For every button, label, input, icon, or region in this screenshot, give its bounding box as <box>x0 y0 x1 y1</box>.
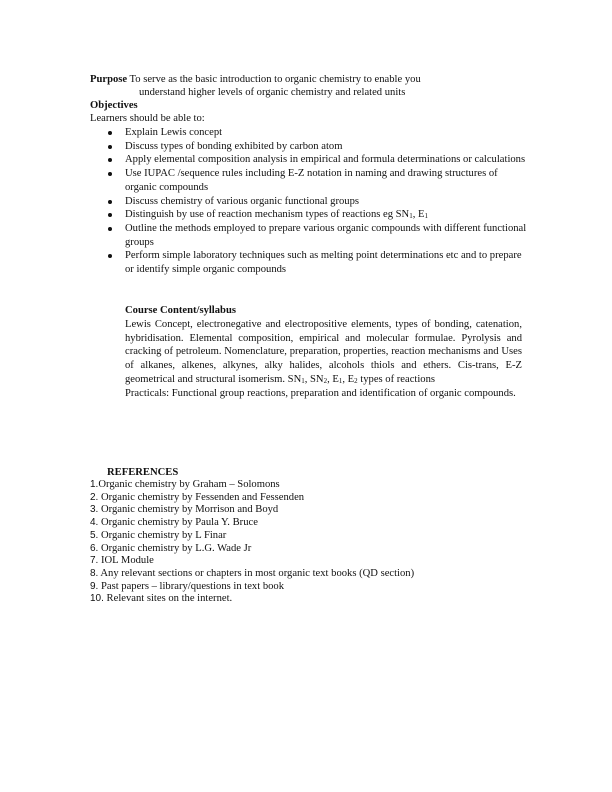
reference-number: 7. <box>90 555 99 567</box>
reference-text: Organic chemistry by Morrison and Boyd <box>98 504 279 516</box>
course-content-body <box>125 318 522 400</box>
reference-text: Organic chemistry by Paula Y. Bruce <box>98 517 258 529</box>
reference-text: Past papers – library/questions in text book <box>98 580 285 592</box>
objectives-heading-text: Objectives <box>90 100 138 111</box>
mechanism-text: Distinguish by use of reaction mechanism types of reactions eg SN <box>125 209 410 221</box>
subscript: 2 <box>323 376 328 385</box>
reference-number: 3. <box>90 504 99 516</box>
reference-text: Relevant sites on the internet. <box>103 593 233 605</box>
cc-text: types of reactions <box>357 373 436 385</box>
objective-item: Use IUPAC /sequence rules including E-Z notation in naming and drawing structures of organic compounds <box>108 167 528 194</box>
objective-item: Outline the methods employed to prepare various organic compounds with different functional groups <box>108 222 528 249</box>
references-heading-text: REFERENCES <box>107 467 179 478</box>
purpose-text-line2: understand higher levels of organic chemistry and related units <box>139 87 406 98</box>
objectives-heading <box>90 99 138 112</box>
reference-number: 5. <box>90 529 99 541</box>
subscript: 1 <box>301 376 305 385</box>
cc-text: , SN <box>304 373 324 385</box>
reference-item <box>90 555 414 568</box>
reference-text: Organic chemistry by L Finar <box>98 529 227 541</box>
reference-number: 2. <box>90 491 99 503</box>
reference-text: Any relevant sections or chapters in most organic text books (QD section) <box>98 567 415 579</box>
purpose-label: Purpose <box>90 74 128 85</box>
objective-item: Discuss chemistry of various organic functional groups <box>108 195 528 209</box>
subscript: 1 <box>424 212 428 221</box>
cc-text: Lewis Concept, electronegative and electropositive elements, types of bonding, catenation, hybridisation. Elemental composition, empirical and molecular formulae. Pyrolysis and cracking of petroleum. Nomenclature, preparation, properties, reaction mechanisms and Uses of alkanes, alkenes, alkynes, alky halides, alcohols thiols and ethers. Cis-trans, E-Z geometrical and structural isomerism. SN <box>125 319 522 385</box>
reference-item <box>90 530 414 543</box>
objectives-intro: Learners should be able to: <box>90 113 205 124</box>
reference-item <box>90 543 414 556</box>
reference-item <box>90 581 414 594</box>
course-content-para1 <box>125 318 522 387</box>
objective-item: Perform simple laboratory techniques such as melting point determinations etc and to prepare or identify simple organic compounds <box>108 249 528 276</box>
reference-number: 1. <box>90 479 99 490</box>
purpose-text-line1: To serve as the basic introduction to organic chemistry to enable you <box>129 74 421 85</box>
reference-item <box>90 593 414 606</box>
reference-text: Organic chemistry by L.G. Wade Jr <box>98 542 252 554</box>
subscript: 1 <box>409 212 413 221</box>
reference-text: Organic chemistry by Fessenden and Fessenden <box>98 491 305 503</box>
reference-number: 9. <box>90 580 99 592</box>
references-list <box>90 479 414 606</box>
subscript: 1 <box>338 376 343 385</box>
course-content-heading-text: Course Content/syllabus <box>125 305 236 316</box>
reference-item <box>90 479 414 492</box>
reference-number: 4. <box>90 517 99 529</box>
reference-number: 10. <box>90 593 104 605</box>
course-content-para2: Practicals: Functional group reactions, preparation and identification of organic compounds. <box>125 387 516 399</box>
reference-item <box>90 492 414 505</box>
objective-item: Explain Lewis concept <box>108 126 528 140</box>
objective-item: Discuss types of bonding exhibited by carbon atom <box>108 140 528 154</box>
course-content-heading <box>125 304 236 317</box>
mechanism-text: , E <box>412 209 425 221</box>
subscript: 2 <box>354 376 358 385</box>
cc-text: , E <box>327 373 339 385</box>
purpose-line <box>90 73 421 86</box>
reference-number: 8. <box>90 567 99 579</box>
objective-item: Apply elemental composition analysis in empirical and formula determinations or calculations <box>108 153 528 167</box>
reference-text: IOL Module <box>98 555 154 567</box>
objectives-list <box>108 126 528 277</box>
reference-text: Organic chemistry by Graham – Solomons <box>98 479 280 490</box>
cc-text: , E <box>342 373 355 385</box>
reference-item <box>90 517 414 530</box>
reference-number: 6. <box>90 542 99 554</box>
reference-item <box>90 504 414 517</box>
references-heading <box>107 466 178 479</box>
reference-item <box>90 568 414 581</box>
objective-item-mechanism <box>108 208 528 222</box>
